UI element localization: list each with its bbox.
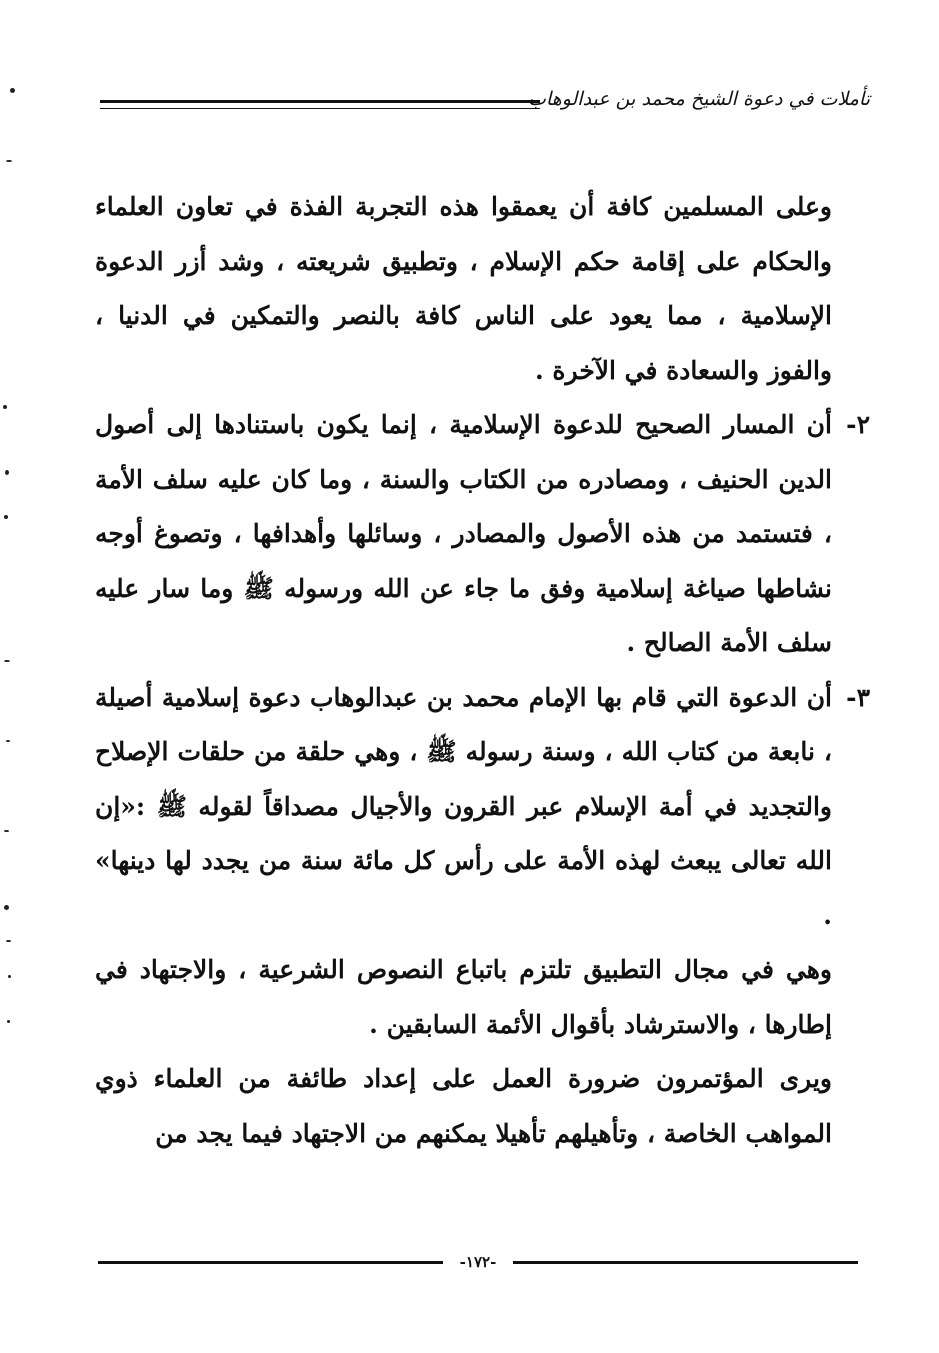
page-number: -١٧٢- xyxy=(459,1253,497,1271)
list-item-2 xyxy=(95,398,870,671)
list-item-number: ٣- xyxy=(846,682,870,712)
scan-speck xyxy=(6,160,12,162)
scan-speck xyxy=(3,405,7,409)
scan-speck xyxy=(4,515,8,519)
scan-speck xyxy=(5,470,9,475)
scan-speck xyxy=(4,830,9,832)
scan-speck xyxy=(10,88,15,93)
list-item-text: أن الدعوة التي قام بها الإمام محمد بن عبدالوهاب دعوة إسلامية أصيلة ، نابعة من كتاب الله ، وسنة رسوله ﷺ ، وهي حلقة من حلقات الإصلاح والتجديد في أمة الإسلام عبر القرون والأجيال مصداقاً لقوله ﷺ :«إن الله تعالى يبعث لهذه الأمة على رأس كل مائة سنة من يجدد لها دينها» . xyxy=(95,682,832,930)
footer-rule-right xyxy=(513,1261,858,1264)
list-item-text: أن المسار الصحيح للدعوة الإسلامية ، إنما يكون باستنادها إلى أصول الدين الحنيف ، ومصادره من الكتاب والسنة ، وما كان عليه سلف الأمة ، فتستمد من هذه الأصول والمصادر ، وسائلها وأهدافها ، وتصوغ أوجه نشاطها صياغة إسلامية وفق ما جاء عن الله ورسوله ﷺ وما سار عليه سلف الأمة الصالح . xyxy=(95,410,832,657)
page-footer xyxy=(98,1252,858,1272)
scan-speck xyxy=(4,905,9,910)
intro-paragraph: وعلى المسلمين كافة أن يعمقوا هذه التجربة الفذة في تعاون العلماء والحكام على إقامة حكم الإسلام ، وتطبيق شريعته ، وشد أزر الدعوة الإسلامية ، مما يعود على الناس كافة بالنصر والتمكين في الدنيا ، والفوز والسعادة في الآخرة . xyxy=(95,192,832,385)
conferees-paragraph: ويرى المؤتمرون ضرورة العمل على إعداد طائفة من العلماء ذوي المواهب الخاصة ، وتأهيلهم تأهيلا يمكنهم من الاجتهاد فيما يجد من xyxy=(95,1064,832,1148)
footer-rule-left xyxy=(98,1261,443,1264)
list-item-3 xyxy=(95,671,870,944)
body-text xyxy=(95,180,870,1161)
application-paragraph: وهي في مجال التطبيق تلتزم باتباع النصوص الشرعية ، والاجتهاد في إطارها ، والاسترشاد بأقوال الأئمة السابقين . xyxy=(95,955,833,1039)
scan-speck xyxy=(6,940,11,942)
running-header xyxy=(100,88,870,118)
header-double-rule xyxy=(100,100,540,109)
scan-speck xyxy=(6,740,10,742)
list-item-number: ٢- xyxy=(846,410,870,439)
scan-speck xyxy=(8,975,11,978)
running-title: تأملات في دعوة الشيخ محمد بن عبدالوهاب xyxy=(528,88,870,110)
scan-speck xyxy=(4,660,10,662)
scan-speck xyxy=(7,1020,10,1023)
